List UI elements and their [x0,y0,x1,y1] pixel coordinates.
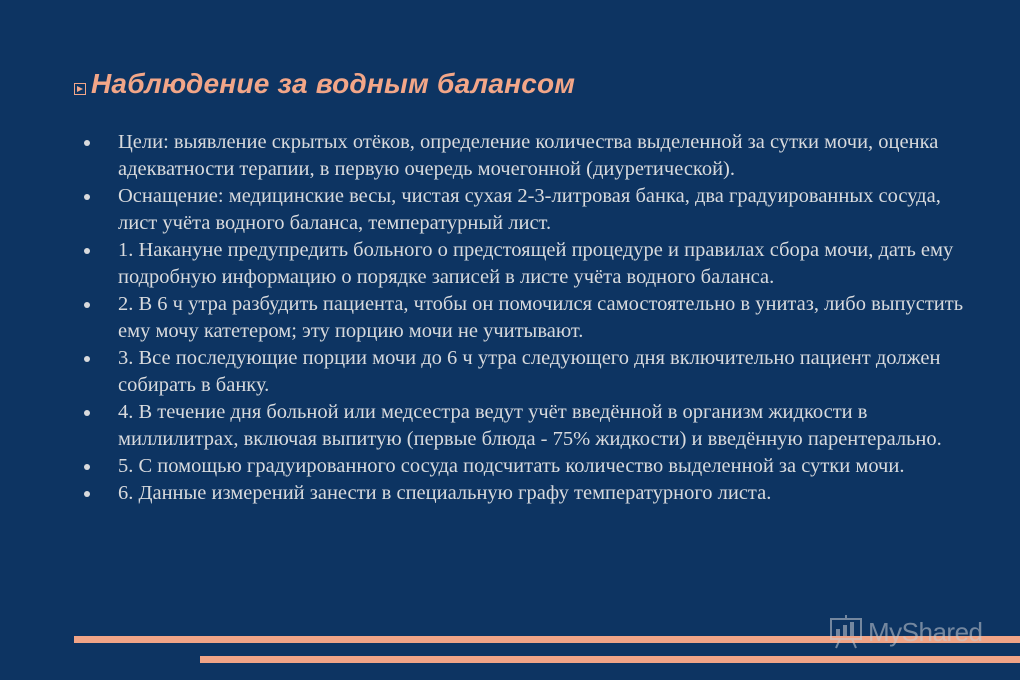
bullet-item-goals [84,129,974,183]
bullet-item-step-4 [84,399,974,453]
bullet-text: 6. Данные измерений занести в специальную графу температурного листа. [118,482,772,504]
bullet-list [84,129,974,507]
bullet-item-step-1 [84,237,974,291]
title-row [74,64,575,104]
bullet-item-step-3 [84,345,974,399]
bullet-text: 5. С помощью градуированного сосуда подсчитать количество выделенной за сутки мочи. [118,455,905,477]
bullet-dot-icon [84,410,90,416]
watermark [828,614,983,650]
bullet-text: 3. Все последующие порции мочи до 6 ч утра следующего дня включительно пациент должен собирать в банку. [118,347,941,396]
bullet-item-step-5 [84,453,974,480]
bullet-dot-icon [84,140,90,146]
bullet-text: 1. Накануне предупредить больного о предстоящей процедуре и правилах сбора мочи, дать ему подробную информацию о порядке записей в листе учёта водного баланса. [118,239,954,288]
bullet-text: Цели: выявление скрытых отёков, определение количества выделенной за сутки мочи, оценка адекватности терапии, в первую очередь мочегонной (диуретической). [118,131,939,180]
bullet-dot-icon [84,464,90,470]
accent-bar-bottom [200,656,1020,663]
bullet-text: Оснащение: медицинские весы, чистая сухая 2-3-литровая банка, два градуированных сосуда, лист учёта водного баланса, температурный лист. [118,185,941,234]
bullet-dot-icon [84,194,90,200]
bullet-item-step-6 [84,480,974,507]
bullet-item-equipment [84,183,974,237]
watermark-text: MyShared [868,616,983,647]
bullet-item-step-2 [84,291,974,345]
bullet-dot-icon [84,248,90,254]
bullet-text: 4. В течение дня больной или медсестра ведут учёт введённой в организм жидкости в миллилитрах, включая выпитую (первые блюда - 75% жидкости) и введённую парентерально. [118,401,942,450]
presentation-chart-icon [828,614,864,650]
bullet-dot-icon [84,302,90,308]
bullet-text: 2. В 6 ч утра разбудить пациента, чтобы он помочился самостоятельно в унитаз, либо выпустить ему мочу катетером; эту порцию мочи не учитывают. [118,293,964,342]
bullet-dot-icon [84,356,90,362]
bullet-dot-icon [84,491,90,497]
title-bullet-icon [74,83,86,95]
slide-title: Наблюдение за водным балансом [91,68,576,99]
